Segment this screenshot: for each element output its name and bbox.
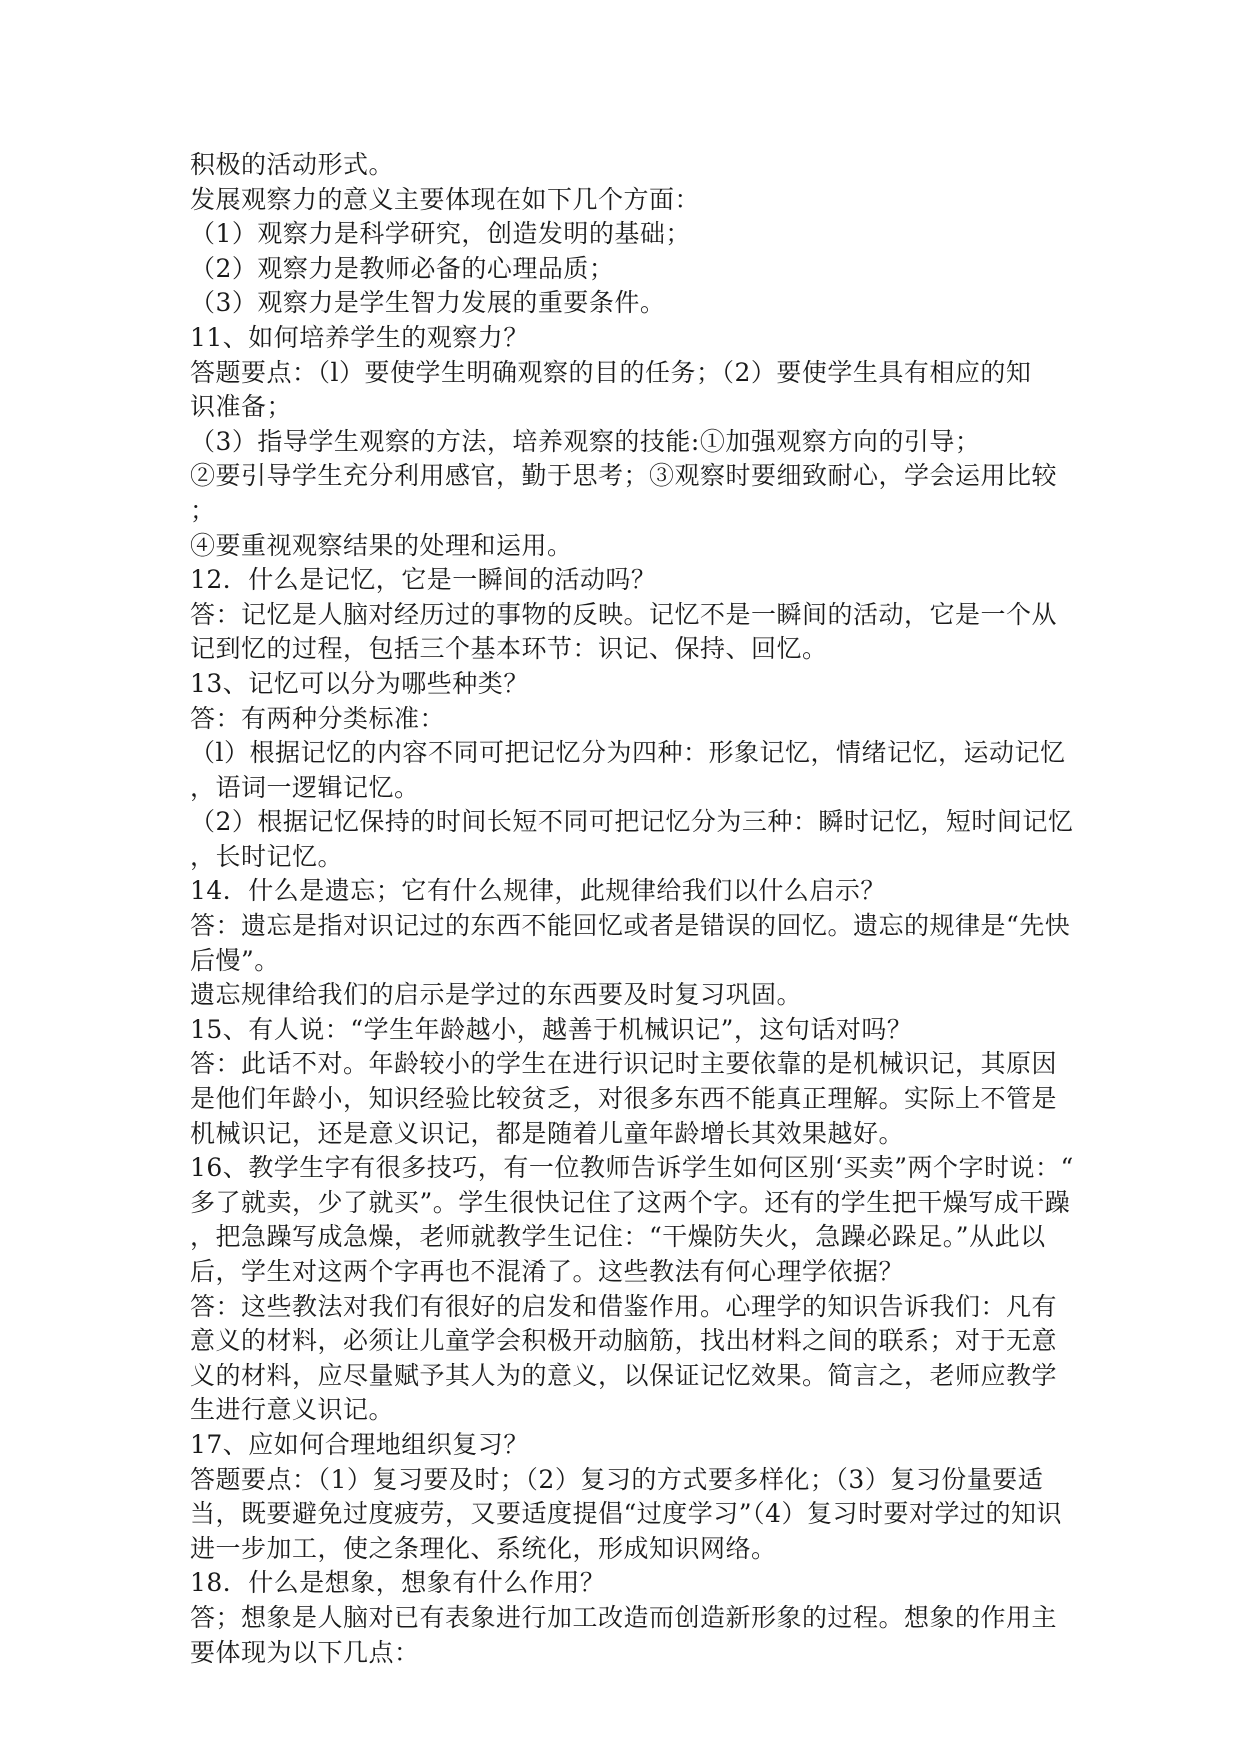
text-line: 答题要点：（1）复习要及时；（2）复习的方式要多样化；（3）复习份量要适	[190, 1464, 1044, 1494]
text-line: 要体现为以下几点：	[190, 1637, 420, 1667]
text-line: ；	[190, 495, 216, 525]
text-line: 意义的材料，必须让儿童学会积极开动脑筋，找出材料之间的联系；对于无意	[190, 1326, 1058, 1356]
text-line: 义的材料，应尽量赋予其人为的意义，以保证记忆效果。简言之，老师应教学	[190, 1360, 1058, 1390]
text-line: 后慢”。	[190, 945, 280, 975]
text-line: 答：遗忘是指对识记过的东西不能回忆或者是错误的回忆。遗忘的规律是“先快	[190, 911, 1071, 941]
text-line: 发展观察力的意义主要体现在如下几个方面：	[190, 184, 701, 214]
text-line: 多了就卖，少了就买”。学生很快记住了这两个字。还有的学生把干燥写成干躁	[190, 1187, 1071, 1217]
text-line: 答；想象是人脑对已有表象进行加工改造而创造新形象的过程。想象的作用主	[190, 1602, 1058, 1632]
text-line: （2）观察力是教师必备的心理品质；	[190, 253, 615, 283]
text-line: 生进行意义识记。	[190, 1395, 395, 1425]
text-line: （3）观察力是学生智力发展的重要条件。	[190, 288, 666, 318]
text-line: 答：此话不对。年龄较小的学生在进行识记时主要依靠的是机械识记，其原因	[190, 1049, 1058, 1079]
document-body	[190, 148, 1074, 1670]
text-line: 后，学生对这两个字再也不混淆了。这些教法有何心理学依据？	[190, 1257, 905, 1286]
text-line: 16、教学生字有很多技巧，有一位教师告诉学生如何区别‘买卖”两个字时说：“	[190, 1153, 1074, 1183]
text-line: 14．什么是遗忘；它有什么规律，此规律给我们以什么启示？	[190, 876, 886, 906]
text-line: 进一步加工，使之条理化、系统化，形成知识网络。	[190, 1533, 777, 1563]
text-line: 答题要点：（l）要使学生明确观察的目的任务；（2）要使学生具有相应的知	[190, 357, 1032, 387]
text-line: 记到忆的过程，包括三个基本环节：识记、保持、回忆。	[190, 634, 828, 664]
text-line: ，语词一逻辑记忆。	[190, 772, 420, 802]
text-line: ，把急躁写成急燥，老师就教学生记住：“干燥防失火，急躁必跺足。”从此以	[190, 1222, 1046, 1252]
text-line: （2）根据记忆保持的时间长短不同可把记忆分为三种：瞬时记忆，短时间记忆	[190, 807, 1074, 837]
text-line: 15、有人说：“学生年龄越小，越善于机械识记”，这句话对吗？	[190, 1014, 913, 1044]
text-line: 机械识记，还是意义识记，都是随着儿童年龄增长其效果越好。	[190, 1118, 905, 1148]
text-line: （l）根据记忆的内容不同可把记忆分为四种：形象记忆，情绪记忆，运动记忆	[190, 738, 1066, 768]
text-line: 遗忘规律给我们的启示是学过的东西要及时复习巩固。	[190, 980, 803, 1010]
text-line: 识准备；	[190, 392, 293, 422]
text-line: 是他们年龄小，知识经验比较贫乏，对很多东西不能真正理解。实际上不管是	[190, 1084, 1058, 1114]
text-line: ②要引导学生充分利用感官，勤于思考；③观察时要细致耐心，学会运用比较	[190, 461, 1058, 491]
text-line: 12．什么是记忆，它是一瞬间的活动吗？	[190, 565, 657, 595]
text-line: 13、记忆可以分为哪些种类？	[190, 668, 529, 698]
text-line: （3）指导学生观察的方法，培养观察的技能:①加强观察方向的引导；	[190, 426, 981, 456]
text-line: ④要重视观察结果的处理和运用。	[190, 530, 573, 560]
text-line: 答：有两种分类标准：	[190, 703, 446, 733]
text-line: 答：记忆是人脑对经历过的事物的反映。记忆不是一瞬间的活动，它是一个从	[190, 599, 1058, 629]
text-line: 18．什么是想象，想象有什么作用？	[190, 1568, 606, 1598]
text-line: 积极的活动形式。	[190, 150, 395, 179]
text-line: 17、应如何合理地组织复习？	[190, 1429, 529, 1459]
text-line: 11、如何培养学生的观察力？	[190, 322, 529, 352]
text-line: ，长时记忆。	[190, 841, 344, 871]
text-line: 答：这些教法对我们有很好的启发和借鉴作用。心理学的知识告诉我们：凡有	[190, 1291, 1058, 1321]
text-line: 当，既要避免过度疲劳，又要适度提倡“过度学习”（4）复习时要对学过的知识	[190, 1499, 1062, 1529]
text-line: （1）观察力是科学研究，创造发明的基础；	[190, 219, 691, 249]
